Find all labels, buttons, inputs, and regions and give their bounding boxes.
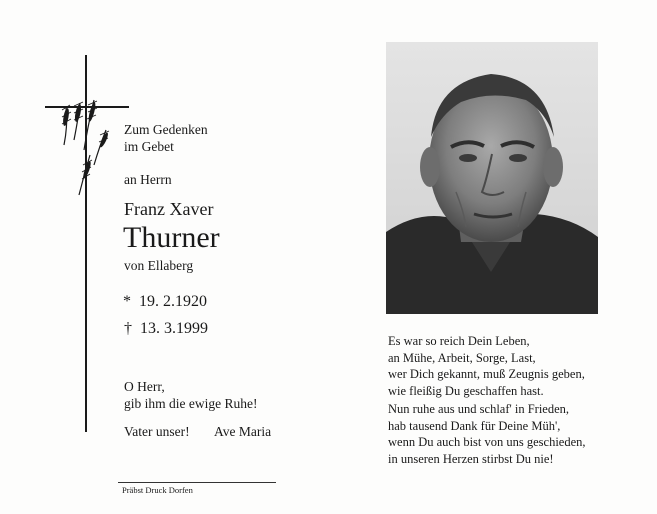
poem-line: wenn Du auch bist von uns geschieden, [388, 435, 586, 449]
poem-line: wie fleißig Du geschaffen hast. [388, 383, 544, 398]
poem-line: in unseren Herzen stirbst Du nie! [388, 451, 554, 466]
heading-line2: im Gebet [124, 139, 174, 154]
poem-line: Nun ruhe aus und schlaf' in Frieden, [388, 402, 570, 416]
portrait-photo [386, 42, 598, 314]
heading-line1: Zum Gedenken [124, 122, 208, 137]
death-symbol: † [124, 320, 132, 337]
wheat-ears-icon [54, 95, 114, 200]
prayer-line1: O Herr, [124, 379, 165, 394]
first-names: Franz Xaver [124, 199, 214, 219]
birth-symbol: * [123, 293, 131, 310]
printer-credit: Präbst Druck Dorfen [122, 485, 193, 495]
poem-line: Es war so reich Dein Leben, [388, 334, 530, 348]
salutation: an Herrn [124, 172, 172, 187]
prayer-vater-unser: Vater unser! [124, 424, 190, 439]
poem-line: hab tausend Dank für Deine Müh', [388, 418, 561, 433]
birth-row [123, 293, 207, 311]
origin: von Ellaberg [124, 258, 194, 273]
death-row [124, 320, 208, 338]
poem-stanza-1 [388, 333, 585, 399]
poem-line: wer Dich gekannt, muß Zeugnis geben, [388, 367, 585, 381]
poem-stanza-2 [388, 401, 586, 467]
birth-date: 19. 2.1920 [139, 293, 207, 310]
death-date: 13. 3.1999 [140, 320, 208, 337]
prayer-ave-maria: Ave Maria [214, 424, 272, 439]
footer-rule [118, 482, 276, 483]
prayer-line2: gib ihm die ewige Ruhe! [124, 396, 258, 411]
surname: Thurner [123, 221, 220, 254]
poem-line: an Mühe, Arbeit, Sorge, Last, [388, 350, 536, 365]
